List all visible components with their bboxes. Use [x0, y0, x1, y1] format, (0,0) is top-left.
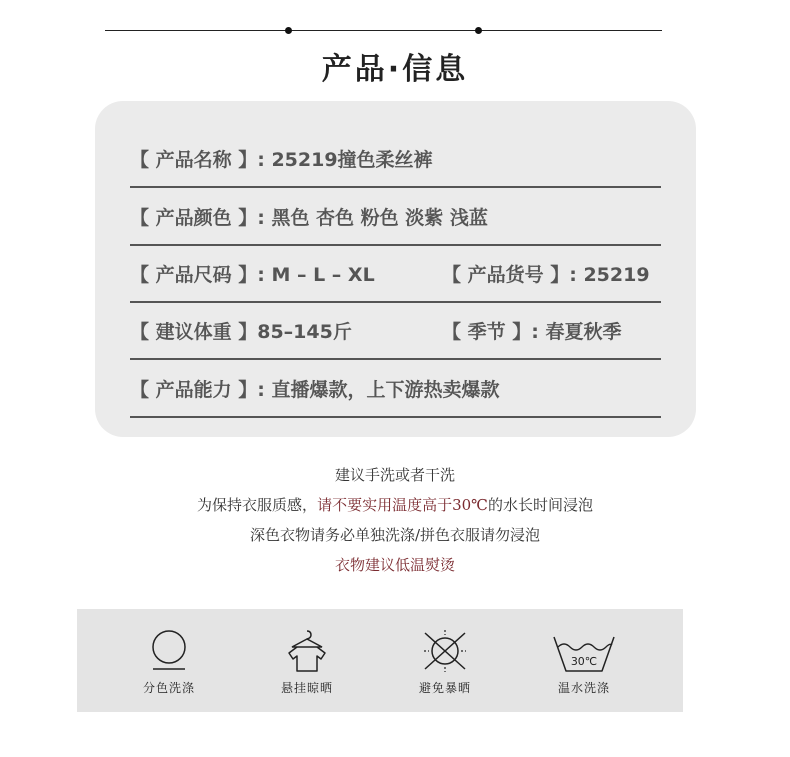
product-weight-text: 【 建议体重 】85–145斤 [130, 321, 352, 343]
care-item-separate-wash [99, 609, 239, 712]
care-label-hang-dry: 悬挂晾晒 [280, 681, 333, 695]
product-color-text: 【 产品颜色 】: 黑色 杏色 粉色 淡紫 浅蓝 [130, 207, 488, 229]
hanger-shirt-icon [237, 629, 377, 675]
product-info-card [95, 101, 696, 437]
care-item-avoid-sun [375, 609, 515, 712]
care-note-2 [0, 494, 790, 515]
care-label-separate-wash: 分色洗涤 [142, 681, 195, 695]
page-title: 产品·信息 [321, 52, 469, 87]
info-row-size-sku [130, 244, 661, 303]
care-note-4: 衣物建议低温熨烫 [334, 556, 455, 574]
care-icons-panel [77, 609, 683, 712]
care-item-warm-wash [514, 609, 654, 712]
header-dot-left [285, 27, 292, 34]
info-row-weight-season [130, 301, 661, 360]
care-note-2a: 为保持衣服质感， [197, 496, 318, 514]
info-row-ability [130, 359, 661, 418]
info-row-color [130, 187, 661, 246]
care-note-2c: 的水长时间浸泡 [487, 496, 593, 514]
care-note-3: 深色衣物请务必单独洗涤/拼色衣服请勿浸泡 [249, 526, 541, 544]
info-row-name [130, 129, 661, 188]
care-note-2-warning: 请不要实用温度高于30℃ [317, 496, 488, 514]
product-sku-text: 【 产品货号 】: 25219 [442, 264, 650, 286]
header-line [105, 30, 662, 31]
care-label-avoid-sun: 避免暴晒 [418, 681, 471, 695]
care-note-1: 建议手洗或者干洗 [334, 466, 455, 484]
product-season-text: 【 季节 】: 春夏秋季 [442, 321, 622, 343]
wash-tub-30c-icon [514, 629, 654, 675]
product-name-text: 【 产品名称 】: 25219撞色柔丝裤 [130, 149, 433, 171]
wash-temp-text: 30℃ [570, 655, 598, 668]
care-item-hang-dry [237, 609, 377, 712]
circle-icon [99, 629, 239, 675]
product-ability-text: 【 产品能力 】: 直播爆款，上下游热卖爆款 [130, 379, 500, 401]
care-label-warm-wash: 温水洗涤 [557, 681, 610, 695]
product-size-text: 【 产品尺码 】: M – L – XL [130, 264, 375, 286]
no-sun-icon [375, 629, 515, 675]
header-dot-right [475, 27, 482, 34]
